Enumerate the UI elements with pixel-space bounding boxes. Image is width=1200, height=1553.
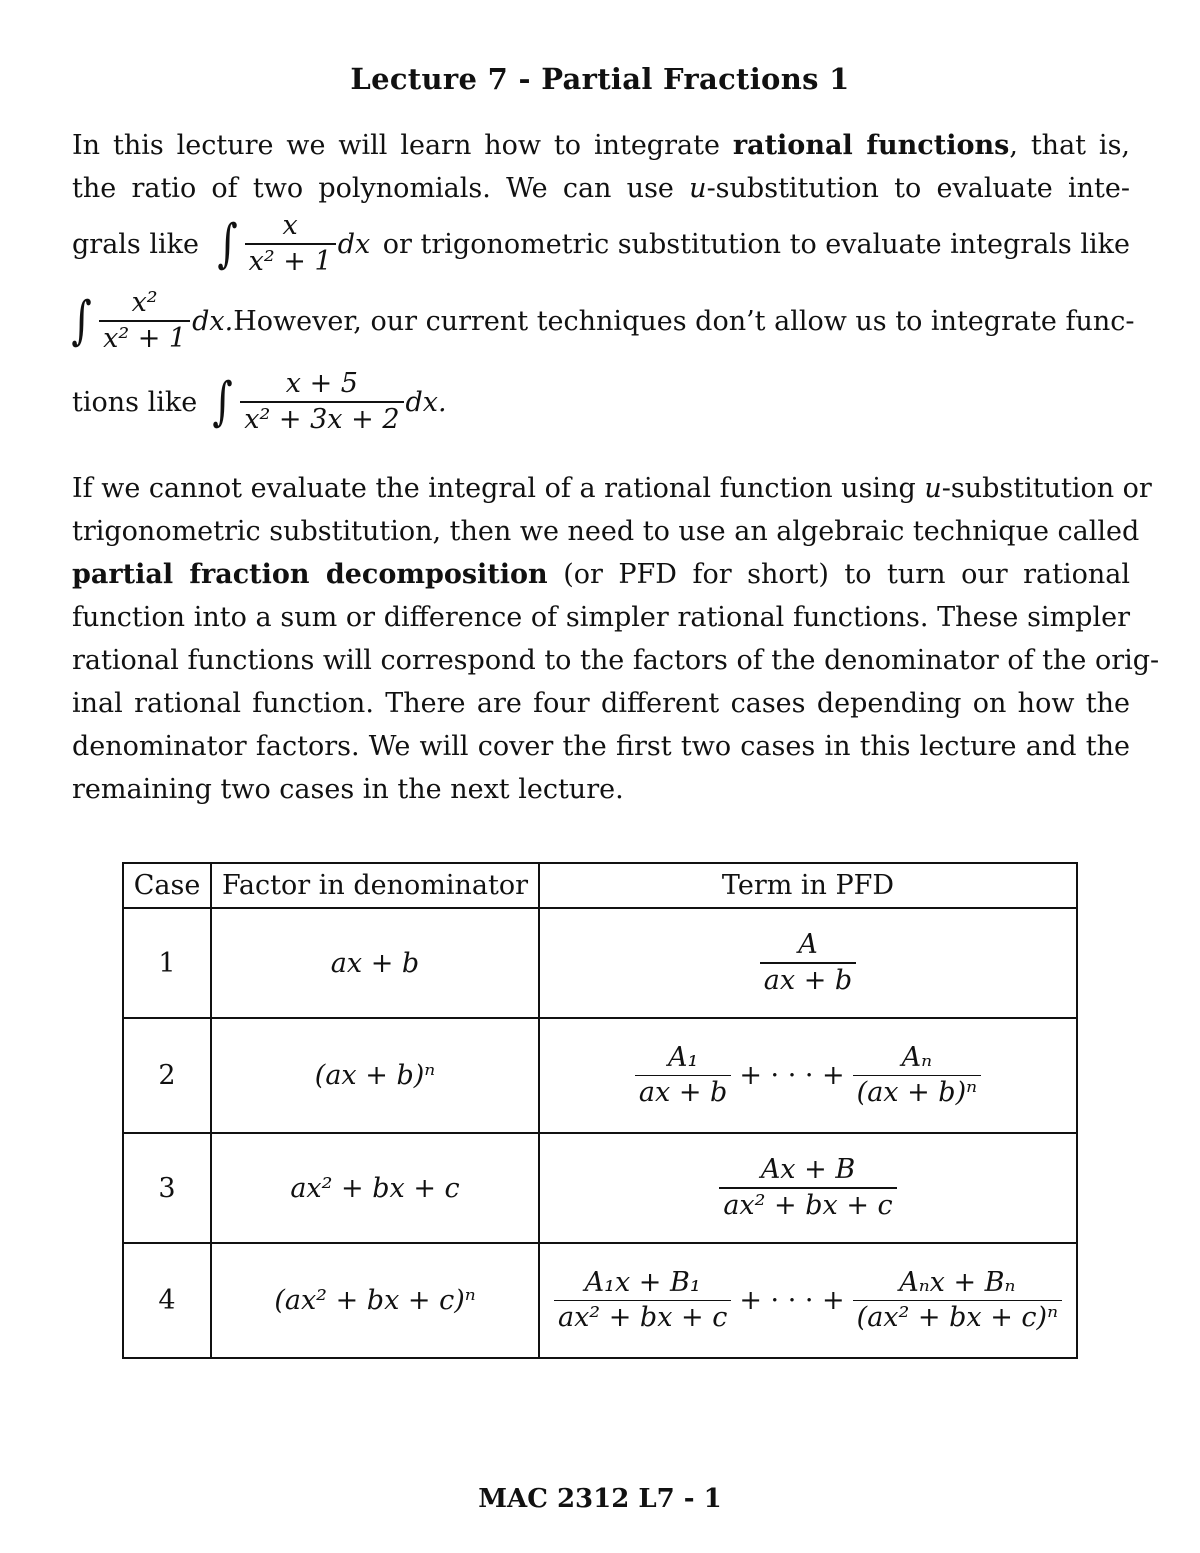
intro-line-2 bbox=[72, 167, 1130, 210]
fraction bbox=[853, 1266, 1062, 1336]
differential: dx bbox=[337, 228, 371, 260]
pfd-line-4: function into a sum or difference of simpler rational functions. These simpler bbox=[72, 602, 1130, 633]
pfd-line-6: inal rational function. There are four different cases depending on how the bbox=[72, 688, 1130, 719]
factor-cell: ax² + bx + c bbox=[211, 1133, 539, 1243]
fraction bbox=[719, 1153, 896, 1223]
term-partial-fraction-decomposition: partial fraction decomposition bbox=[72, 559, 548, 590]
term-cell bbox=[539, 1018, 1077, 1133]
factor-cell: (ax² + bx + c)ⁿ bbox=[211, 1243, 539, 1358]
header-case: Case bbox=[123, 863, 211, 908]
denominator: ax² + bx + c bbox=[557, 1302, 728, 1334]
pfd-line-5: rational functions will correspond to the factors of the denominator of the orig- bbox=[72, 645, 1160, 676]
intro-line-3 bbox=[72, 210, 1130, 278]
factor-cell: (ax + b)ⁿ bbox=[211, 1018, 539, 1133]
denominator: ax + b bbox=[763, 964, 853, 996]
denominator: x² + 1 bbox=[103, 322, 187, 354]
intro-line-4 bbox=[71, 278, 1135, 364]
table-row bbox=[123, 1018, 1077, 1133]
term-sum bbox=[633, 1041, 983, 1111]
integral-example-3 bbox=[207, 367, 446, 437]
fraction bbox=[853, 1041, 981, 1111]
table-row bbox=[123, 1133, 1077, 1243]
intro-text: , that is, bbox=[1009, 130, 1131, 161]
intro-line-5 bbox=[72, 364, 1130, 440]
numerator: A₁x + B₁ bbox=[584, 1266, 701, 1298]
header-term: Term in PFD bbox=[539, 863, 1077, 908]
math-u: u bbox=[924, 473, 942, 504]
case-number: 4 bbox=[123, 1243, 211, 1358]
pfd-paragraph bbox=[72, 467, 1160, 811]
numerator: x² bbox=[131, 287, 158, 319]
fraction bbox=[760, 928, 856, 998]
fraction bbox=[554, 1266, 731, 1336]
table-header-row bbox=[123, 863, 1077, 908]
denominator: x² + 3x + 2 bbox=[244, 403, 400, 435]
pfd-line-1 bbox=[72, 467, 1152, 510]
intro-text: grals like bbox=[72, 228, 199, 260]
denominator: (ax² + bx + c)ⁿ bbox=[856, 1302, 1059, 1334]
intro-text: -substitution to evaluate inte- bbox=[706, 173, 1130, 204]
fraction bbox=[635, 1041, 731, 1111]
term-cell bbox=[539, 908, 1077, 1018]
term-cell bbox=[539, 1133, 1077, 1243]
factor-cell: ax + b bbox=[211, 908, 539, 1018]
case-number: 2 bbox=[123, 1018, 211, 1133]
page-footer: MAC 2312 L7 - 1 bbox=[478, 1484, 722, 1514]
page-title: Lecture 7 - Partial Fractions 1 bbox=[350, 62, 850, 96]
table-row bbox=[123, 908, 1077, 1018]
table-row bbox=[123, 1243, 1077, 1358]
pfd-line-7: denominator factors. We will cover the first two cases in this lecture and the bbox=[72, 731, 1130, 762]
pfd-line-3 bbox=[72, 553, 1130, 596]
intro-text: However, our current techniques don’t allow us to integrate func- bbox=[233, 305, 1135, 337]
math-u: u bbox=[689, 173, 707, 204]
numerator: x + 5 bbox=[285, 368, 358, 400]
integral-example-1 bbox=[212, 209, 371, 279]
ellipsis-sum: + · · · + bbox=[739, 1285, 845, 1316]
differential: dx. bbox=[192, 305, 234, 337]
integral-sign: ∫ bbox=[212, 372, 233, 432]
denominator: ax + b bbox=[638, 1077, 728, 1109]
intro-paragraph bbox=[71, 124, 1135, 440]
case-number: 1 bbox=[123, 908, 211, 1018]
pfd-line-2: trigonometric substitution, then we need to use an algebraic technique called bbox=[72, 516, 1140, 547]
header-factor: Factor in denominator bbox=[211, 863, 539, 908]
numerator: A₁ bbox=[667, 1041, 699, 1073]
denominator: ax² + bx + c bbox=[723, 1189, 893, 1221]
fraction bbox=[240, 367, 403, 437]
numerator: Aₙx + Bₙ bbox=[899, 1266, 1016, 1298]
intro-text: In this lecture we will learn how to integrate bbox=[72, 130, 720, 161]
ellipsis-sum: + · · · + bbox=[739, 1060, 845, 1091]
intro-text: or trigonometric substitution to evaluate integrals like bbox=[382, 228, 1130, 260]
differential: dx. bbox=[405, 386, 447, 418]
pfd-line-8: remaining two cases in the next lecture. bbox=[72, 774, 624, 805]
body-text: -substitution or bbox=[941, 473, 1152, 504]
case-number: 3 bbox=[123, 1133, 211, 1243]
fraction bbox=[99, 286, 190, 356]
integral-example-2 bbox=[72, 286, 233, 356]
integral-sign: ∫ bbox=[71, 291, 92, 351]
pfd-cases-table bbox=[122, 862, 1078, 1359]
term-sum bbox=[552, 1266, 1064, 1336]
numerator: Ax + B bbox=[760, 1154, 856, 1186]
term-rational-functions: rational functions bbox=[732, 130, 1010, 161]
numerator: x bbox=[282, 210, 298, 242]
intro-text: the ratio of two polynomials. We can use bbox=[72, 173, 674, 204]
numerator: Aₙ bbox=[901, 1041, 933, 1073]
fraction bbox=[245, 209, 336, 279]
body-text: (or PFD for short) to turn our rational bbox=[563, 559, 1130, 590]
numerator: A bbox=[798, 929, 818, 961]
integral-sign: ∫ bbox=[216, 214, 238, 274]
denominator: (ax + b)ⁿ bbox=[856, 1077, 978, 1109]
intro-text: tions like bbox=[72, 386, 198, 418]
body-text: If we cannot evaluate the integral of a rational function using bbox=[72, 473, 916, 504]
denominator: x² + 1 bbox=[248, 245, 332, 277]
term-cell bbox=[539, 1243, 1077, 1358]
intro-line-1 bbox=[72, 124, 1130, 167]
